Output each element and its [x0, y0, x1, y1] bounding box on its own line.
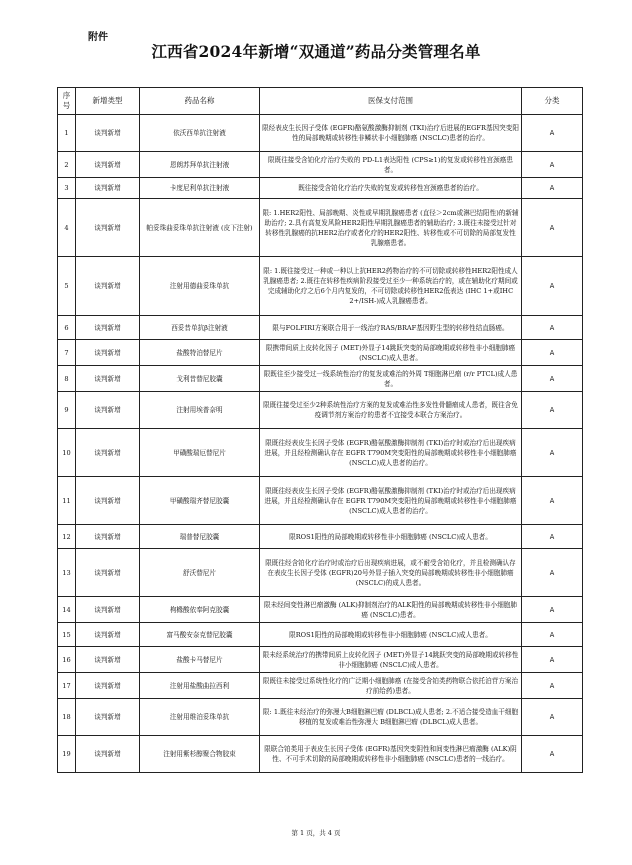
header-drug-name: 药品名称 [140, 88, 260, 115]
row-scope: 限既往至少接受过一线系统性治疗的复发或难治的外周 T细胞淋巴瘤 (r/r PTCL)成人患者。 [260, 366, 522, 392]
row-type: 谈判新增 [76, 736, 140, 773]
row-drug-name: 富马酸安奈克替尼胶囊 [140, 623, 260, 647]
row-scope: 限: 1.既往未经治疗的弥漫大B细胞淋巴瘤 (DLBCL)成人患者; 2.不适合接受造血干细胞移植的复发或难治性弥漫大 B细胞淋巴瘤 (DLBCL)成人患者。 [260, 699, 522, 736]
table-row [58, 525, 583, 549]
table-row [58, 549, 583, 597]
table-row [58, 597, 583, 623]
table-row [58, 152, 583, 178]
row-category: A [522, 429, 583, 477]
row-category: A [522, 392, 583, 429]
row-category: A [522, 597, 583, 623]
row-category: A [522, 115, 583, 152]
row-type: 谈判新增 [76, 340, 140, 366]
table-row [58, 366, 583, 392]
row-drug-name: 注射用盐酸曲拉西利 [140, 673, 260, 699]
row-scope: 限与FOLFIRI方案联合用于一线治疗RAS/BRAF基因野生型的转移性结直肠癌。 [260, 316, 522, 340]
row-type: 谈判新增 [76, 699, 140, 736]
row-scope: 限: 1.HER2阳性、局部晚期、炎性或早期乳腺癌患者 (直径＞2cm或淋巴结阳性)的新辅助治疗; 2.具有高复发风险HER2阳性早期乳腺癌患者的辅助治疗; 3.既往未接受过针对转移性乳腺癌的抗HER2治疗或者化疗的HER2阳性、转移性或不可切除的局部复发性乳腺癌患者。 [260, 199, 522, 257]
row-scope: 限联合铂类用于表皮生长因子受体 (EGFR)基因突变阴性和间变性淋巴瘤激酶 (ALK)阴性、不可手术切除的局部晚期或转移性非小细胞肺癌 (NSCLC)患者的一线治疗。 [260, 736, 522, 773]
row-scope: 限未经系统治疗的携带间质上皮转化因子 (MET)外显子14跳跃突变的局部晚期或转移性非小细胞肺癌 (NSCLC)成人患者。 [260, 647, 522, 673]
row-drug-name: 恩朗苏拜单抗注射液 [140, 152, 260, 178]
row-scope: 限既往经含铂化疗治疗时或治疗后出现疾病进展，或不耐受含铂化疗，并且检测确认存在表皮生长因子受体 (EGFR)20号外显子插入突变的局部晚期或转移性非小细胞肺癌 (NSCLC)的成人患者。 [260, 549, 522, 597]
row-scope: 限既往未接受过系统性化疗的广泛期小细胞肺癌 (在接受含铂类药物联合依托泊苷方案治疗前给药)患者。 [260, 673, 522, 699]
row-category: A [522, 340, 583, 366]
row-type: 谈判新增 [76, 647, 140, 673]
row-category: A [522, 647, 583, 673]
row-type: 谈判新增 [76, 392, 140, 429]
table-row [58, 623, 583, 647]
row-seq: 11 [58, 477, 76, 525]
row-category: A [522, 178, 583, 199]
header-type: 新增类型 [76, 88, 140, 115]
row-seq: 17 [58, 673, 76, 699]
row-scope: 限ROS1阳性的局部晚期或转移性非小细胞肺癌 (NSCLC)成人患者。 [260, 525, 522, 549]
row-category: A [522, 699, 583, 736]
row-seq: 13 [58, 549, 76, 597]
row-category: A [522, 477, 583, 525]
row-drug-name: 盐酸卡马替尼片 [140, 647, 260, 673]
row-drug-name: 注射用维泊妥珠单抗 [140, 699, 260, 736]
row-seq: 12 [58, 525, 76, 549]
row-type: 谈判新增 [76, 673, 140, 699]
row-drug-name: 瑞普替尼胶囊 [140, 525, 260, 549]
row-category: A [522, 316, 583, 340]
row-drug-name: 西妥昔单抗β注射液 [140, 316, 260, 340]
row-seq: 4 [58, 199, 76, 257]
row-category: A [522, 152, 583, 178]
page-footer: 第 1 页，共 4 页 [291, 829, 341, 837]
row-seq: 15 [58, 623, 76, 647]
row-seq: 5 [58, 257, 76, 316]
row-category: A [522, 366, 583, 392]
table-row [58, 316, 583, 340]
row-scope: 限既往接受含铂化疗治疗失败的 PD-L1表达阳性 (CPS≥1)的复发或转移性宫颈癌患者。 [260, 152, 522, 178]
row-seq: 9 [58, 392, 76, 429]
row-drug-name: 注射用德曲妥珠单抗 [140, 257, 260, 316]
row-scope: 限既往接受过至少2种系统性治疗方案的复发或难治性多发性骨髓瘤成人患者，既往含免疫调节剂方案治疗的患者不宜接受本联合方案治疗。 [260, 392, 522, 429]
row-scope: 限: 1.既往接受过一种或一种以上抗HER2药物治疗的不可切除或转移性HER2阳性成人乳腺癌患者; 2.既往在转移性疾病阶段接受过至少一种系统治疗的，或在辅助化疗期间或完成辅助化疗之后6个月内复发的，不可切除或转移性HER2低表达 (IHC 1+或IHC 2+/ISH-)成人乳腺癌患者。 [260, 257, 522, 316]
row-seq: 3 [58, 178, 76, 199]
row-type: 谈判新增 [76, 597, 140, 623]
page-title: 江西省2024年新增“双通道”药品分类管理名单 [151, 42, 481, 61]
row-scope: 限携带间质上皮转化因子 (MET)外显子14跳跃突变的局部晚期或转移性非小细胞肺癌 (NSCLC)成人患者。 [260, 340, 522, 366]
row-drug-name: 注射用紫杉醇聚合物胶束 [140, 736, 260, 773]
table-row [58, 429, 583, 477]
table-row [58, 257, 583, 316]
row-type: 谈判新增 [76, 152, 140, 178]
row-type: 谈判新增 [76, 199, 140, 257]
row-type: 谈判新增 [76, 549, 140, 597]
row-category: A [522, 549, 583, 597]
row-category: A [522, 525, 583, 549]
row-seq: 16 [58, 647, 76, 673]
drug-list-table [57, 87, 583, 773]
row-category: A [522, 199, 583, 257]
header-seq: 序号 [58, 88, 76, 115]
row-type: 谈判新增 [76, 366, 140, 392]
row-seq: 6 [58, 316, 76, 340]
row-seq: 18 [58, 699, 76, 736]
row-scope: 限未经间变性淋巴瘤激酶 (ALK)抑制剂治疗的ALK阳性的局部晚期或转移性非小细胞肺癌 (NSCLC)患者。 [260, 597, 522, 623]
row-drug-name: 卡度尼利单抗注射液 [140, 178, 260, 199]
row-drug-name: 甲磺酸瑞厄替尼片 [140, 429, 260, 477]
row-type: 谈判新增 [76, 429, 140, 477]
row-seq: 14 [58, 597, 76, 623]
table-header-row [58, 88, 583, 115]
row-type: 谈判新增 [76, 477, 140, 525]
row-scope: 限既往经表皮生长因子受体 (EGFR)酪氨酸激酶抑制剂 (TKI)治疗时或治疗后出现疾病进展，并且经检测确认存在 EGFR T790M突变阳性的局部晚期或转移性非小细胞肺癌 (NSCLC)成人患者的治疗。 [260, 477, 522, 525]
table-row [58, 115, 583, 152]
row-scope: 既往接受含铂化疗治疗失败的复发或转移性宫颈癌患者的治疗。 [260, 178, 522, 199]
row-drug-name: 帕妥珠曲妥珠单抗注射液 (皮下注射) [140, 199, 260, 257]
row-drug-name: 依沃西单抗注射液 [140, 115, 260, 152]
row-category: A [522, 623, 583, 647]
row-seq: 19 [58, 736, 76, 773]
row-seq: 8 [58, 366, 76, 392]
row-drug-name: 盐酸特泊替尼片 [140, 340, 260, 366]
table-row [58, 673, 583, 699]
row-type: 谈判新增 [76, 525, 140, 549]
row-drug-name: 戈利昔替尼胶囊 [140, 366, 260, 392]
table-row [58, 699, 583, 736]
table-row [58, 477, 583, 525]
header-category: 分类 [522, 88, 583, 115]
header-scope: 医保支付范围 [260, 88, 522, 115]
row-scope: 限经表皮生长因子受体 (EGFR)酪氨酸激酶抑制剂 (TKI)治疗后进展的EGFR基因突变阳性的局部晚期或转移性非鳞状非小细胞肺癌 (NSCLC)患者的治疗。 [260, 115, 522, 152]
attachment-label: 附件 [88, 32, 108, 43]
row-seq: 2 [58, 152, 76, 178]
table-row [58, 392, 583, 429]
row-type: 谈判新增 [76, 178, 140, 199]
row-seq: 1 [58, 115, 76, 152]
row-category: A [522, 736, 583, 773]
row-type: 谈判新增 [76, 257, 140, 316]
table-row [58, 199, 583, 257]
row-category: A [522, 673, 583, 699]
table-row [58, 647, 583, 673]
row-category: A [522, 257, 583, 316]
row-type: 谈判新增 [76, 115, 140, 152]
row-drug-name: 枸橼酸依奉阿克胶囊 [140, 597, 260, 623]
row-scope: 限ROS1阳性的局部晚期或转移性非小细胞肺癌 (NSCLC)成人患者。 [260, 623, 522, 647]
table-row [58, 178, 583, 199]
row-drug-name: 舒沃替尼片 [140, 549, 260, 597]
row-type: 谈判新增 [76, 623, 140, 647]
table-body [58, 115, 583, 773]
row-seq: 7 [58, 340, 76, 366]
row-drug-name: 注射用埃普奈明 [140, 392, 260, 429]
row-scope: 限既往经表皮生长因子受体 (EGFR)酪氨酸激酶抑制剂 (TKI)治疗时或治疗后出现疾病进展，并且经检测确认存在 EGFR T790M突变阳性的局部晚期或转移性非小细胞肺癌 (NSCLC)成人患者的治疗。 [260, 429, 522, 477]
row-seq: 10 [58, 429, 76, 477]
table-row [58, 340, 583, 366]
table-row [58, 736, 583, 773]
row-type: 谈判新增 [76, 316, 140, 340]
row-drug-name: 甲磺酸瑞齐替尼胶囊 [140, 477, 260, 525]
